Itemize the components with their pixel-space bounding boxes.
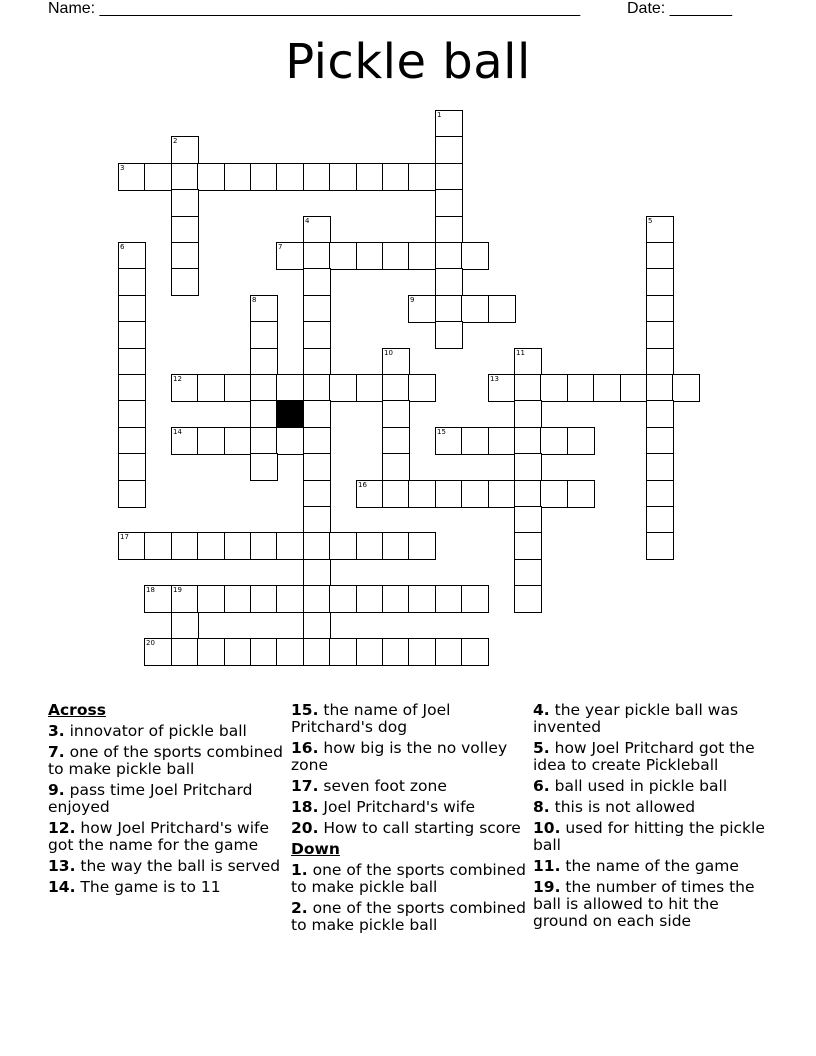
clue-down-6: 6. ball used in pickle ball <box>533 777 728 795</box>
grid-cell[interactable] <box>118 532 146 560</box>
clue-number: 13 <box>490 375 499 383</box>
grid-cell[interactable] <box>435 110 463 138</box>
grid-cell[interactable] <box>382 585 410 613</box>
grid-cell[interactable] <box>514 532 542 560</box>
grid-cell[interactable] <box>514 427 542 455</box>
grid-cell[interactable] <box>171 638 199 666</box>
grid-cell[interactable] <box>329 163 357 191</box>
clue-across-9: 9. pass time Joel Pritchard enjoyed <box>48 781 253 816</box>
grid-cell[interactable] <box>646 348 674 376</box>
clue-number: 20 <box>146 639 155 647</box>
grid-cell[interactable] <box>646 321 674 349</box>
grid-cell[interactable] <box>171 612 199 640</box>
grid-cell[interactable] <box>329 585 357 613</box>
grid-cell[interactable] <box>224 585 252 613</box>
grid-cell[interactable] <box>435 216 463 244</box>
grid-cell[interactable] <box>567 480 595 508</box>
grid-cell[interactable] <box>488 427 516 455</box>
grid-cell[interactable] <box>646 453 674 481</box>
grid-cell[interactable] <box>408 480 436 508</box>
grid-cell[interactable] <box>435 136 463 164</box>
grid-cell[interactable] <box>171 242 199 270</box>
grid-cell[interactable] <box>646 374 674 402</box>
grid-cell[interactable] <box>250 295 278 323</box>
grid-cell[interactable] <box>382 532 410 560</box>
grid-cell[interactable] <box>514 480 542 508</box>
grid-cell[interactable] <box>171 427 199 455</box>
grid-cell[interactable] <box>382 480 410 508</box>
clue-number: 10 <box>384 349 393 357</box>
grid-cell[interactable] <box>461 638 489 666</box>
grid-cell[interactable] <box>408 532 436 560</box>
grid-cell[interactable] <box>567 374 595 402</box>
grid-cell[interactable] <box>435 268 463 296</box>
grid-cell[interactable] <box>118 374 146 402</box>
grid-cell[interactable] <box>646 480 674 508</box>
grid-cell[interactable] <box>382 163 410 191</box>
grid-cell[interactable] <box>276 427 304 455</box>
grid-cell[interactable] <box>224 163 252 191</box>
grid-cell[interactable] <box>303 427 331 455</box>
clue-down-10: 10. used for hitting the pickle ball <box>533 819 765 854</box>
grid-cell[interactable] <box>276 374 304 402</box>
grid-cell[interactable] <box>461 295 489 323</box>
date-line: Date: _______ <box>627 0 732 17</box>
grid-cell[interactable] <box>276 532 304 560</box>
clue-number: 3 <box>120 164 125 172</box>
grid-cell[interactable] <box>171 374 199 402</box>
grid-cell[interactable] <box>250 400 278 428</box>
grid-cell[interactable] <box>197 374 225 402</box>
grid-cell[interactable] <box>461 242 489 270</box>
grid-cell[interactable] <box>329 532 357 560</box>
grid-cell[interactable] <box>303 216 331 244</box>
grid-cell[interactable] <box>356 374 384 402</box>
grid-cell[interactable] <box>356 585 384 613</box>
grid-cell[interactable] <box>593 374 621 402</box>
grid-cell[interactable] <box>356 242 384 270</box>
grid-cell[interactable] <box>408 374 436 402</box>
clue-across-3: 3. innovator of pickle ball <box>48 722 247 740</box>
grid-cell[interactable] <box>197 427 225 455</box>
grid-cell[interactable] <box>514 585 542 613</box>
clue-number: 4 <box>305 217 310 225</box>
clue-down-4: 4. the year pickle ball was invented <box>533 701 739 736</box>
grid-cell[interactable] <box>250 427 278 455</box>
grid-cell[interactable] <box>250 374 278 402</box>
page-title: Pickle ball <box>285 34 531 90</box>
grid-cell[interactable] <box>514 559 542 587</box>
grid-cell[interactable] <box>118 400 146 428</box>
grid-cell[interactable] <box>435 189 463 217</box>
grid-cell[interactable] <box>461 585 489 613</box>
grid-cell[interactable] <box>672 374 700 402</box>
clue-across-14: 14. The game is to 11 <box>48 878 221 896</box>
grid-cell[interactable] <box>303 163 331 191</box>
grid-cell[interactable] <box>646 532 674 560</box>
grid-cell[interactable] <box>382 242 410 270</box>
grid-cell[interactable] <box>567 427 595 455</box>
clue-number: 19 <box>173 586 182 594</box>
clue-across-20: 20. How to call starting score <box>291 819 521 837</box>
grid-cell[interactable] <box>620 374 648 402</box>
grid-cell[interactable] <box>329 638 357 666</box>
grid-cell[interactable] <box>171 585 199 613</box>
clue-number: 7 <box>278 243 283 251</box>
grid-cell[interactable] <box>488 295 516 323</box>
clue-column-2 <box>291 702 527 938</box>
blocked-cell <box>276 400 304 428</box>
grid-cell[interactable] <box>356 532 384 560</box>
grid-cell[interactable] <box>303 585 331 613</box>
grid-cell[interactable] <box>250 453 278 481</box>
grid-cell[interactable] <box>303 242 331 270</box>
grid-cell[interactable] <box>461 480 489 508</box>
grid-cell[interactable] <box>435 163 463 191</box>
grid-cell[interactable] <box>646 400 674 428</box>
clue-across-18: 18. Joel Pritchard's wife <box>291 798 476 816</box>
grid-cell[interactable] <box>118 480 146 508</box>
clue-number: 2 <box>173 137 178 145</box>
clue-number: 5 <box>648 217 653 225</box>
grid-cell[interactable] <box>646 427 674 455</box>
grid-cell[interactable] <box>118 427 146 455</box>
grid-cell[interactable] <box>408 163 436 191</box>
grid-cell[interactable] <box>303 400 331 428</box>
grid-cell[interactable] <box>356 638 384 666</box>
grid-cell[interactable] <box>250 348 278 376</box>
clue-number: 1 <box>437 111 442 119</box>
across-heading: Across <box>48 701 106 719</box>
clue-column-1 <box>48 702 284 900</box>
grid-cell[interactable] <box>171 189 199 217</box>
grid-cell[interactable] <box>356 163 384 191</box>
grid-cell[interactable] <box>356 480 384 508</box>
clue-number: 15 <box>437 428 446 436</box>
grid-cell[interactable] <box>408 242 436 270</box>
grid-cell[interactable] <box>303 480 331 508</box>
grid-cell[interactable] <box>488 480 516 508</box>
grid-cell[interactable] <box>514 348 542 376</box>
grid-cell[interactable] <box>303 506 331 534</box>
grid-cell[interactable] <box>514 506 542 534</box>
grid-cell[interactable] <box>514 400 542 428</box>
clue-number: 9 <box>410 296 415 304</box>
clue-number: 8 <box>252 296 257 304</box>
grid-cell[interactable] <box>435 638 463 666</box>
grid-cell[interactable] <box>303 638 331 666</box>
grid-cell[interactable] <box>197 638 225 666</box>
grid-cell[interactable] <box>646 506 674 534</box>
clue-across-16: 16. how big is the no volley zone <box>291 739 508 774</box>
grid-cell[interactable] <box>276 638 304 666</box>
clue-down-11: 11. the name of the game <box>533 857 739 875</box>
grid-cell[interactable] <box>171 268 199 296</box>
grid-cell[interactable] <box>303 295 331 323</box>
grid-cell[interactable] <box>197 532 225 560</box>
grid-cell[interactable] <box>382 374 410 402</box>
grid-cell[interactable] <box>435 321 463 349</box>
grid-cell[interactable] <box>224 532 252 560</box>
grid-cell[interactable] <box>118 321 146 349</box>
grid-cell[interactable] <box>171 136 199 164</box>
down-heading: Down <box>291 840 340 858</box>
clue-across-12: 12. how Joel Pritchard's wife got the name for the game <box>48 819 269 854</box>
grid-cell[interactable] <box>382 427 410 455</box>
clue-down-2: 2. one of the sports combined to make pickle ball <box>291 899 526 934</box>
grid-cell[interactable] <box>144 638 172 666</box>
grid-cell[interactable] <box>382 400 410 428</box>
clue-number: 11 <box>516 349 525 357</box>
grid-cell[interactable] <box>118 348 146 376</box>
grid-cell[interactable] <box>171 532 199 560</box>
clue-column-3 <box>533 702 769 934</box>
clue-down-8: 8. this is not allowed <box>533 798 696 816</box>
grid-cell[interactable] <box>382 638 410 666</box>
grid-cell[interactable] <box>250 532 278 560</box>
grid-cell[interactable] <box>276 585 304 613</box>
grid-cell[interactable] <box>435 480 463 508</box>
grid-cell[interactable] <box>646 295 674 323</box>
name-line: Name: ______________________________________________________ <box>48 0 581 17</box>
grid-cell[interactable] <box>435 427 463 455</box>
grid-cell[interactable] <box>250 321 278 349</box>
grid-cell[interactable] <box>303 559 331 587</box>
grid-cell[interactable] <box>408 295 436 323</box>
clue-number: 16 <box>358 481 367 489</box>
grid-cell[interactable] <box>488 374 516 402</box>
clue-down-5: 5. how Joel Pritchard got the idea to create Pickleball <box>533 739 755 774</box>
grid-cell[interactable] <box>303 268 331 296</box>
clue-down-19: 19. the number of times the ball is allowed to hit the ground on each side <box>533 878 755 930</box>
clue-across-17: 17. seven foot zone <box>291 777 447 795</box>
grid-cell[interactable] <box>118 453 146 481</box>
grid-cell[interactable] <box>197 585 225 613</box>
grid-cell[interactable] <box>540 427 568 455</box>
grid-cell[interactable] <box>303 348 331 376</box>
grid-cell[interactable] <box>144 585 172 613</box>
grid-cell[interactable] <box>224 374 252 402</box>
grid-cell[interactable] <box>435 585 463 613</box>
grid-cell[interactable] <box>514 453 542 481</box>
grid-cell[interactable] <box>250 638 278 666</box>
grid-cell[interactable] <box>303 453 331 481</box>
grid-cell[interactable] <box>540 480 568 508</box>
clue-number: 6 <box>120 243 125 251</box>
grid-cell[interactable] <box>303 321 331 349</box>
grid-cell[interactable] <box>250 585 278 613</box>
grid-cell[interactable] <box>303 532 331 560</box>
grid-cell[interactable] <box>250 163 278 191</box>
grid-cell[interactable] <box>329 374 357 402</box>
grid-cell[interactable] <box>118 163 146 191</box>
clue-across-15: 15. the name of Joel Pritchard's dog <box>291 701 451 736</box>
grid-cell[interactable] <box>408 585 436 613</box>
grid-cell[interactable] <box>461 427 489 455</box>
grid-cell[interactable] <box>144 163 172 191</box>
clue-number: 18 <box>146 586 155 594</box>
grid-cell[interactable] <box>276 163 304 191</box>
grid-cell[interactable] <box>540 374 568 402</box>
grid-cell[interactable] <box>171 163 199 191</box>
grid-cell[interactable] <box>303 612 331 640</box>
grid-cell[interactable] <box>118 295 146 323</box>
grid-cell[interactable] <box>118 268 146 296</box>
grid-cell[interactable] <box>303 374 331 402</box>
clue-across-7: 7. one of the sports combined to make pickle ball <box>48 743 283 778</box>
grid-cell[interactable] <box>276 242 304 270</box>
grid-cell[interactable] <box>197 163 225 191</box>
grid-cell[interactable] <box>646 216 674 244</box>
grid-cell[interactable] <box>435 242 463 270</box>
grid-cell[interactable] <box>224 638 252 666</box>
grid-cell[interactable] <box>514 374 542 402</box>
clue-number: 14 <box>173 428 182 436</box>
clue-number: 12 <box>173 375 182 383</box>
clue-across-13: 13. the way the ball is served <box>48 857 281 875</box>
grid-cell[interactable] <box>382 453 410 481</box>
grid-cell[interactable] <box>646 268 674 296</box>
grid-cell[interactable] <box>224 427 252 455</box>
grid-cell[interactable] <box>171 216 199 244</box>
grid-cell[interactable] <box>329 242 357 270</box>
grid-cell[interactable] <box>646 242 674 270</box>
grid-cell[interactable] <box>382 348 410 376</box>
clue-number: 17 <box>120 533 129 541</box>
clue-down-1: 1. one of the sports combined to make pickle ball <box>291 861 526 896</box>
grid-cell[interactable] <box>144 532 172 560</box>
grid-cell[interactable] <box>408 638 436 666</box>
grid-cell[interactable] <box>118 242 146 270</box>
grid-cell[interactable] <box>435 295 463 323</box>
